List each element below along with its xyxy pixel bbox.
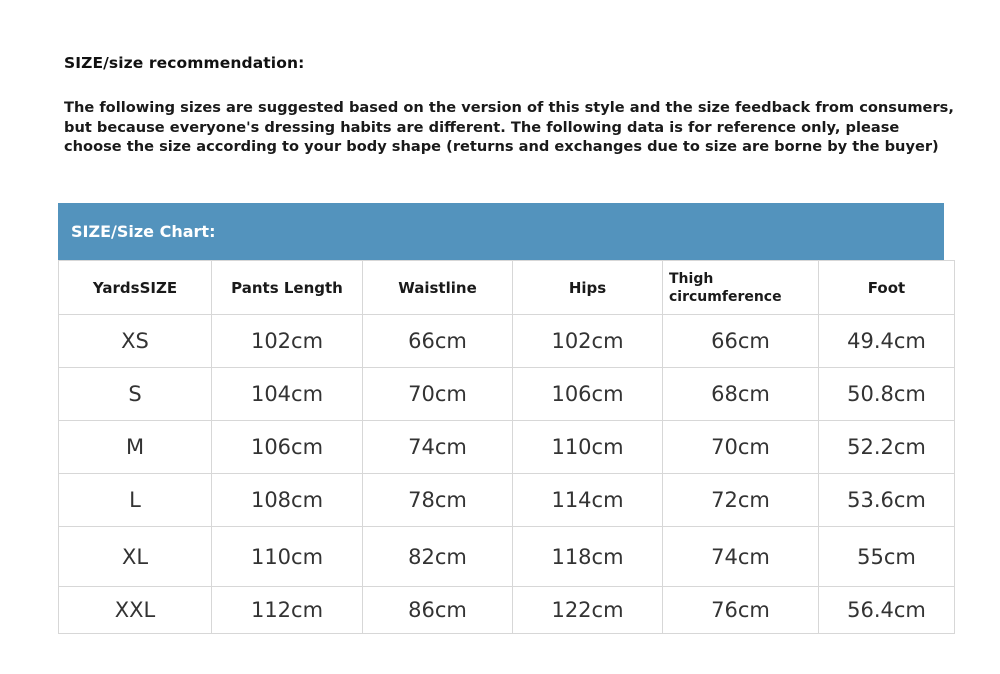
cell-thigh: 68cm bbox=[663, 368, 819, 421]
intro-line: choose the size according to your body shape (returns and exchanges due to size are borne by the buyer) bbox=[64, 138, 939, 155]
cell-thigh: 70cm bbox=[663, 421, 819, 474]
table-row bbox=[59, 421, 955, 474]
table-header-row bbox=[59, 261, 955, 315]
cell-size: S bbox=[59, 368, 212, 421]
cell-size: XS bbox=[59, 315, 212, 368]
cell-pants-length: 108cm bbox=[212, 474, 363, 527]
cell-waistline: 74cm bbox=[363, 421, 513, 474]
cell-waistline: 70cm bbox=[363, 368, 513, 421]
cell-foot: 50.8cm bbox=[819, 368, 955, 421]
cell-waistline: 66cm bbox=[363, 315, 513, 368]
cell-thigh: 74cm bbox=[663, 527, 819, 587]
cell-pants-length: 102cm bbox=[212, 315, 363, 368]
column-header-foot: Foot bbox=[819, 261, 955, 315]
cell-thigh: 72cm bbox=[663, 474, 819, 527]
cell-size: XXL bbox=[59, 587, 212, 634]
table-row bbox=[59, 527, 955, 587]
cell-thigh: 66cm bbox=[663, 315, 819, 368]
cell-hips: 106cm bbox=[513, 368, 663, 421]
cell-foot: 49.4cm bbox=[819, 315, 955, 368]
cell-foot: 56.4cm bbox=[819, 587, 955, 634]
column-header-waistline: Waistline bbox=[363, 261, 513, 315]
cell-hips: 114cm bbox=[513, 474, 663, 527]
column-header-thigh: Thigh circumference bbox=[663, 261, 819, 315]
cell-foot: 53.6cm bbox=[819, 474, 955, 527]
table-row bbox=[59, 474, 955, 527]
cell-waistline: 78cm bbox=[363, 474, 513, 527]
cell-size: L bbox=[59, 474, 212, 527]
table-row bbox=[59, 315, 955, 368]
cell-hips: 118cm bbox=[513, 527, 663, 587]
cell-hips: 110cm bbox=[513, 421, 663, 474]
cell-waistline: 86cm bbox=[363, 587, 513, 634]
cell-size: XL bbox=[59, 527, 212, 587]
size-chart bbox=[58, 203, 944, 637]
cell-thigh: 76cm bbox=[663, 587, 819, 634]
cell-pants-length: 112cm bbox=[212, 587, 363, 634]
column-header-hips: Hips bbox=[513, 261, 663, 315]
cell-foot: 52.2cm bbox=[819, 421, 955, 474]
size-table bbox=[58, 260, 955, 634]
cell-size: M bbox=[59, 421, 212, 474]
intro-paragraph bbox=[64, 98, 964, 157]
table-row bbox=[59, 368, 955, 421]
cell-pants-length: 104cm bbox=[212, 368, 363, 421]
cell-pants-length: 110cm bbox=[212, 527, 363, 587]
page-heading: SIZE/size recommendation: bbox=[64, 54, 305, 72]
table-row bbox=[59, 587, 955, 634]
cell-hips: 122cm bbox=[513, 587, 663, 634]
column-header-pants-length: Pants Length bbox=[212, 261, 363, 315]
cell-foot: 55cm bbox=[819, 527, 955, 587]
intro-line: but because everyone's dressing habits are different. The following data is for reference only, please bbox=[64, 118, 900, 136]
size-chart-title: SIZE/Size Chart: bbox=[58, 203, 944, 260]
column-header-size: YardsSIZE bbox=[59, 261, 212, 315]
intro-line: The following sizes are suggested based on the version of this style and the size feedback from consumers, bbox=[64, 99, 954, 116]
cell-waistline: 82cm bbox=[363, 527, 513, 587]
cell-hips: 102cm bbox=[513, 315, 663, 368]
cell-pants-length: 106cm bbox=[212, 421, 363, 474]
